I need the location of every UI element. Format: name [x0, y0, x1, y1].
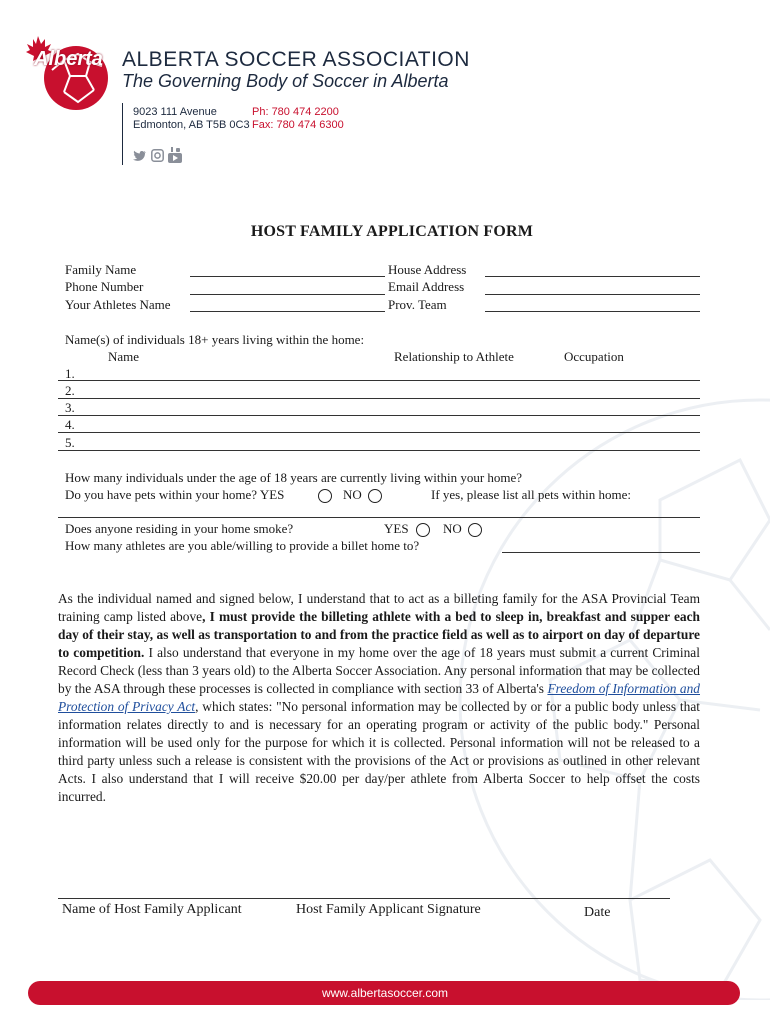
pets-list-prompt: If yes, please list all pets within home:	[431, 487, 632, 502]
phone-number-label: Phone Number	[65, 279, 144, 294]
pets-no-radio[interactable]	[368, 489, 382, 503]
host-name-label: Name of Host Family Applicant	[62, 902, 242, 917]
row-number: 1.	[65, 366, 75, 381]
fax-number: Fax: 780 474 6300	[252, 119, 344, 131]
address-line-1: 9023 111 Avenue	[133, 106, 217, 118]
phone-number: Ph: 780 474 2200	[252, 106, 339, 118]
individual-row-5[interactable]	[58, 450, 700, 451]
email-address-field[interactable]	[485, 294, 700, 295]
agreement-paragraph	[58, 590, 700, 806]
row-number: 5.	[65, 435, 75, 450]
column-occupation: Occupation	[564, 349, 624, 364]
family-name-field[interactable]	[190, 276, 385, 277]
org-name: ALBERTA SOCCER ASSOCIATION	[122, 48, 470, 71]
prov-team-label: Prov. Team	[388, 297, 447, 312]
agreement-text-3: , which states: "No personal information may be collected by or for a public body unless that information relates directly to and is necessary for an operating program or activity of the public body." Personal information will be used only for the purpose for which it is collected. Personal information will not be released to a third party unless such a release is consistent with the provisions of the Act or provisions as outlined in other relevant Acts. I also understand that I will receive $20.00 per day/per athlete from Alberta Soccer to help offset the costs incurred.	[58, 699, 700, 804]
email-address-label: Email Address	[388, 279, 465, 294]
org-tagline: The Governing Body of Soccer in Alberta	[122, 71, 449, 91]
individual-row-2[interactable]	[58, 398, 700, 399]
individual-row-4[interactable]	[58, 432, 700, 433]
agreement-text-1: As the individual named and signed below, I understand that to act as a billeting family for the ASA Provincial Team training camp listed above	[58, 591, 700, 624]
under-18-question: How many individuals under the age of 18 years are currently living within your home?	[65, 470, 523, 485]
agreement-bold-text: , I must provide the billeting athlete with a bed to sleep in, breakfast and supper each day of their stay, as well as transportation to and from the practice field as well as to airport on day of departure to competition.	[58, 609, 700, 660]
individuals-heading: Name(s) of individuals 18+ years living within the home:	[65, 332, 365, 347]
instagram-icon[interactable]	[151, 149, 164, 162]
smoke-yes-radio[interactable]	[416, 523, 430, 537]
pets-no-label: NO	[343, 487, 362, 502]
house-address-label: House Address	[388, 262, 467, 277]
column-name: Name	[108, 349, 140, 364]
phone-number-field[interactable]	[190, 294, 385, 295]
individual-row-3[interactable]	[58, 415, 700, 416]
smoke-no-label: NO	[443, 521, 462, 536]
athletes-count-question: How many athletes are you able/willing to provide a billet home to?	[65, 538, 420, 553]
athletes-name-field[interactable]	[190, 311, 385, 312]
row-number: 4.	[65, 417, 75, 432]
alberta-soccer-logo	[24, 30, 118, 112]
smoke-yes-label: YES	[384, 521, 409, 536]
row-number: 3.	[65, 400, 75, 415]
header	[0, 0, 770, 170]
house-address-field[interactable]	[485, 276, 700, 277]
date-label: Date	[584, 905, 611, 920]
logo-wordmark: Alberta	[34, 48, 103, 70]
column-relationship: Relationship to Athlete	[394, 349, 514, 364]
individual-row-1[interactable]	[58, 380, 700, 381]
row-number: 2.	[65, 383, 75, 398]
pets-list-field[interactable]	[58, 517, 700, 518]
athletes-name-label: Your Athletes Name	[65, 297, 171, 312]
agreement-text-2: I also understand that everyone in my home over the age of 18 years must submit a current Criminal Record Check (less than 3 years old) to the Alberta Soccer Association. Any personal information that may be collected by the ASA through these processes is collected in compliance with section 33 of Alberta's	[58, 645, 700, 696]
signature-line[interactable]	[58, 898, 670, 899]
twitter-icon[interactable]	[133, 150, 147, 162]
address-line-2: Edmonton, AB T5B 0C3	[133, 119, 250, 131]
smoke-question: Does anyone residing in your home smoke?	[65, 521, 294, 536]
family-name-label: Family Name	[65, 262, 137, 277]
prov-team-field[interactable]	[485, 311, 700, 312]
pets-question: Do you have pets within your home? YES	[65, 487, 285, 502]
host-signature-label: Host Family Applicant Signature	[296, 902, 481, 917]
footer-website-link[interactable]: www.albertasoccer.com	[321, 986, 449, 1000]
header-divider	[122, 103, 123, 165]
pets-yes-radio[interactable]	[318, 489, 332, 503]
form-title: HOST FAMILY APPLICATION FORM	[250, 223, 534, 240]
smoke-no-radio[interactable]	[468, 523, 482, 537]
foip-act-link[interactable]: Freedom of Information and Protection of Privacy Act	[58, 681, 700, 714]
athletes-count-field[interactable]	[502, 552, 700, 553]
youtube-icon[interactable]	[168, 147, 182, 163]
